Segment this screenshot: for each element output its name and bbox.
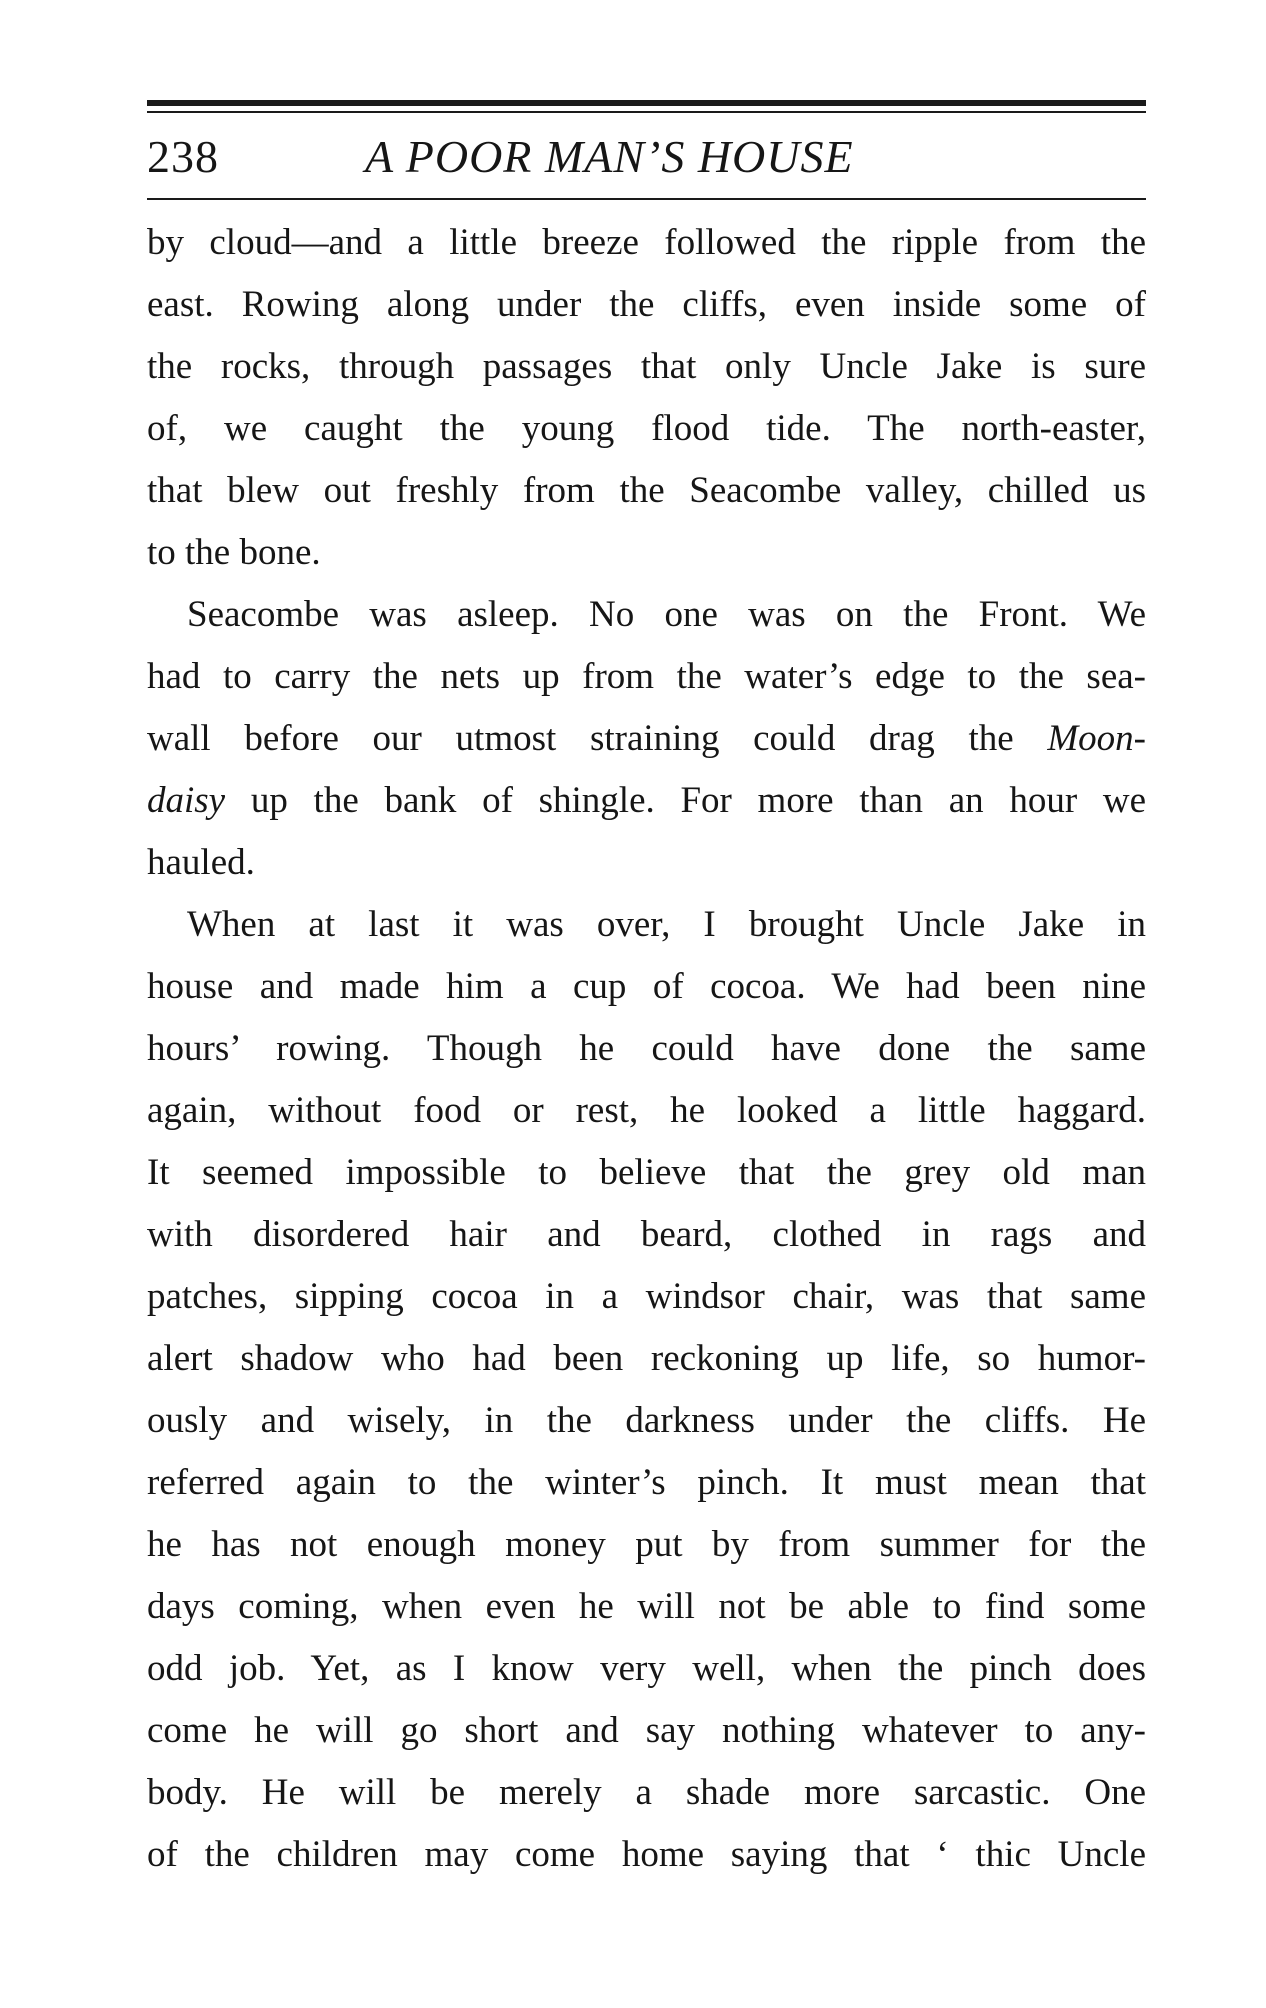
text-line: he has not enough money put by from summer for the [147, 1524, 1146, 1565]
text-line: It seemed impossible to believe that the grey old man [147, 1152, 1146, 1193]
text-line: with disordered hair and beard, clothed in rags and [147, 1214, 1146, 1255]
text-line: to the bone. [147, 532, 321, 573]
text-line: days coming, when even he will not be able to find some [147, 1586, 1146, 1627]
text-line [147, 770, 1146, 832]
page-header [147, 122, 1146, 192]
body-text [147, 212, 1146, 1886]
text-line: by cloud—and a little breeze followed the ripple from the [147, 222, 1146, 263]
text-line: that blew out freshly from the Seacombe valley, chilled us [147, 470, 1146, 511]
header-rule-thin [147, 111, 1146, 113]
text-line: house and made him a cup of cocoa. We had been nine [147, 966, 1146, 1007]
text-line: east. Rowing along under the cliffs, even inside some of [147, 284, 1146, 325]
text-line: hauled. [147, 842, 255, 883]
text-line: body. He will be merely a shade more sarcastic. One [147, 1772, 1146, 1813]
italic-boat-name-part1: Moon- [1047, 718, 1146, 759]
text-line: the rocks, through passages that only Uncle Jake is sure [147, 346, 1146, 387]
italic-boat-name-part2: daisy [147, 780, 226, 821]
text-line: hours’ rowing. Though he could have done the same [147, 1028, 1146, 1069]
text-line: come he will go short and say nothing whatever to any- [147, 1710, 1146, 1751]
text-line: alert shadow who had been reckoning up life, so humor- [147, 1338, 1146, 1379]
text-line: of the children may come home saying that ‘ thic Uncle [147, 1834, 1146, 1875]
running-title: A POOR MAN’S HOUSE [365, 131, 854, 182]
text-line: patches, sipping cocoa in a windsor chair, was that same [147, 1276, 1146, 1317]
header-rule-bottom [147, 198, 1146, 200]
text-line: again, without food or rest, he looked a little haggard. [147, 1090, 1146, 1131]
page-number: 238 [147, 131, 219, 182]
text-line: odd job. Yet, as I know very well, when the pinch does [147, 1648, 1146, 1689]
text-line [147, 708, 1146, 770]
text-line: had to carry the nets up from the water’s edge to the sea- [147, 656, 1146, 697]
paragraph-start-line: Seacombe was asleep. No one was on the Front. We [187, 594, 1146, 635]
paragraph-start-line: When at last it was over, I brought Uncle Jake in [187, 904, 1146, 945]
header-rule-thick [147, 100, 1146, 106]
text-line: ously and wisely, in the darkness under the cliffs. He [147, 1400, 1146, 1441]
text-line-segment: wall before our utmost straining could drag the [147, 718, 1048, 759]
text-line-segment: up the bank of shingle. For more than an hour we [250, 780, 1147, 821]
text-line: referred again to the winter’s pinch. It must mean that [147, 1462, 1146, 1503]
text-line: of, we caught the young flood tide. The north-easter, [147, 408, 1146, 449]
